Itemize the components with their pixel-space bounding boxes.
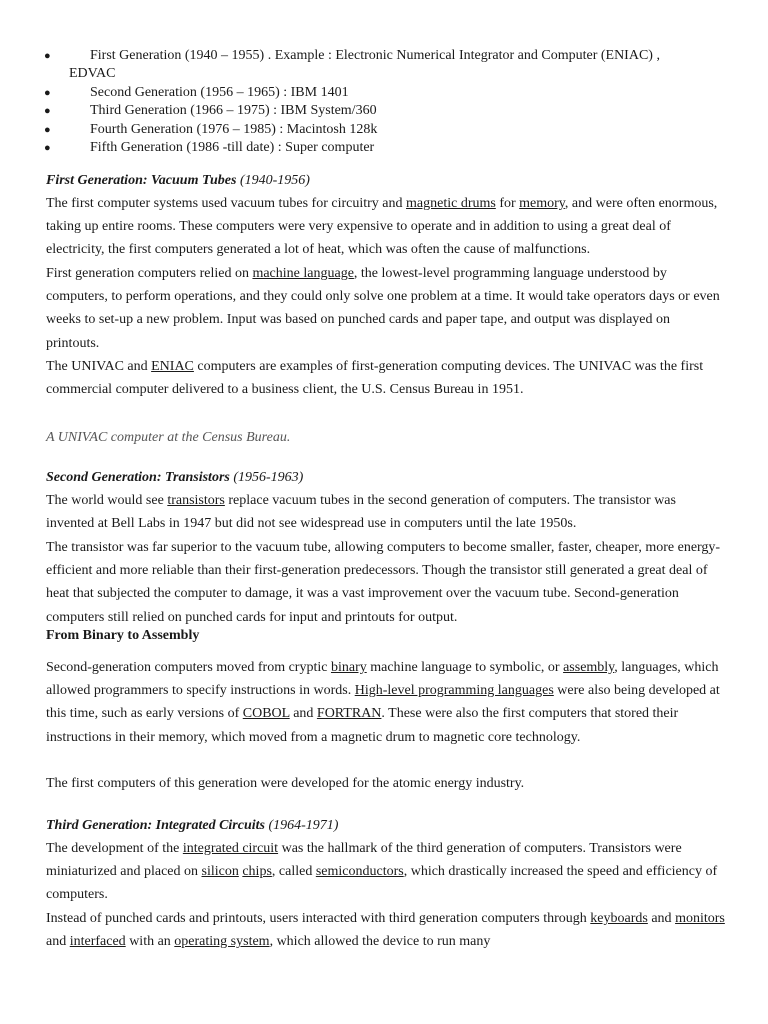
list-item-text: Second Generation (1956 – 1965) : IBM 1401 [90, 84, 349, 100]
link-keyboards[interactable]: keyboards [590, 911, 648, 926]
bullet-icon: ● [44, 123, 51, 136]
text-run: and [289, 706, 317, 722]
link-high-level-programming-languages[interactable]: High-level programming languages [354, 683, 554, 699]
heading-title: First Generation: Vacuum Tubes [46, 173, 237, 188]
text-run: The UNIVAC and [46, 359, 152, 374]
link-machine-language[interactable]: machine language [252, 266, 354, 281]
third-generation-heading [46, 817, 338, 835]
second-generation-heading [46, 469, 303, 487]
list-item [0, 139, 768, 157]
first-generation-paragraph-1 [46, 192, 726, 262]
heading-years: (1964-1971) [268, 818, 339, 833]
heading-years: (1940-1956) [239, 173, 310, 188]
text-run: and [647, 911, 676, 926]
text-run: Instead of punched cards and printouts, users interacted with third generation computers through [46, 911, 591, 926]
link-assembly[interactable]: assembly [563, 660, 615, 675]
link-transistors[interactable]: transistors [167, 493, 225, 508]
text-run: Second-generation computers moved from cryptic [46, 660, 331, 675]
text-run: , which allowed the device to run many [269, 934, 491, 950]
generations-list [0, 47, 768, 157]
list-item [0, 84, 768, 102]
link-fortran[interactable]: FORTRAN [316, 706, 382, 722]
text-run: replace vacuum tubes in the second generation of computers. The transistor was invented at Bell Labs in 1947 but did not see widespread use in computers until the late 1950s. [46, 493, 676, 532]
heading-title: Second Generation: Transistors [46, 470, 230, 485]
bullet-icon: ● [44, 86, 51, 99]
text-run: The first computer systems used vacuum tubes for circuitry and [46, 196, 407, 211]
link-memory[interactable]: memory [519, 196, 565, 211]
text-run: . These were also the first computers that stored their instructions in their memory, which moved from a magnetic drum to magnetic core technology. [46, 706, 679, 745]
bullet-icon: ● [44, 50, 51, 62]
first-generation-paragraph-3 [46, 355, 726, 401]
text-run: , called [271, 864, 316, 880]
third-generation-paragraph-2 [46, 907, 726, 953]
link-cobol[interactable]: COBOL [242, 706, 290, 722]
binary-to-assembly-paragraph-2: The first computers of this generation were developed for the atomic energy industry. [46, 776, 525, 791]
bullet-icon: ● [44, 142, 51, 155]
text-run: were also being developed at this time, such as early versions of [46, 683, 720, 722]
binary-to-assembly-paragraph-1 [46, 656, 726, 749]
list-item [0, 47, 768, 84]
list-item-text: Fourth Generation (1976 – 1985) : Macintosh 128k [90, 121, 378, 137]
text-run: was the hallmark of the third generation of computers. Transistors were miniaturized and placed on [46, 841, 682, 880]
text-run: for [495, 196, 520, 211]
second-generation-paragraph-2: The transistor was far superior to the vacuum tube, allowing computers to become smaller, faster, cheaper, more energy-efficient and more reliable than their first-generation predecessors. Though the transistor still generated a great deal of heat that subjected the computer to damage, it was a vast improvement over the vacuum tube. Second-generation computers still relied on punched cards for input and printouts for output. [46, 540, 721, 625]
link-monitors[interactable]: monitors [675, 911, 725, 926]
list-item-text-continued: EDVAC [69, 66, 116, 82]
link-semiconductors[interactable]: semiconductors [315, 864, 404, 880]
text-run: and [46, 934, 70, 950]
link-interfaced[interactable]: interfaced [69, 934, 126, 950]
text-run: , which drastically increased the speed and efficiency of computers. [46, 864, 718, 903]
list-item-text: First Generation (1940 – 1955) . Example : Electronic Numerical Integrator and Computer (ENIAC) , [90, 48, 660, 63]
link-magnetic-drums[interactable]: magnetic drums [406, 196, 496, 211]
first-generation-paragraph-2 [46, 262, 726, 355]
text-run: The development of the [46, 841, 183, 856]
link-integrated-circuit[interactable]: integrated circuit [182, 841, 279, 856]
link-silicon[interactable]: silicon [201, 864, 239, 880]
binary-to-assembly-heading: From Binary to Assembly [46, 628, 200, 643]
text-run: , languages, which allowed programmers to specify instructions in words. [46, 660, 719, 699]
list-item-text: Third Generation (1966 – 1975) : IBM System/360 [90, 103, 377, 119]
text-run: with an [125, 934, 175, 950]
text-run: The world would see [46, 493, 168, 508]
link-operating-system[interactable]: operating system [174, 934, 270, 950]
list-item [0, 121, 768, 139]
list-item-text: Fifth Generation (1986 -till date) : Super computer [90, 140, 375, 156]
second-generation-paragraph-1 [46, 489, 726, 535]
link-eniac[interactable]: ENIAC [151, 359, 194, 374]
first-generation-heading [46, 172, 310, 190]
link-chips[interactable]: chips [242, 864, 272, 880]
third-generation-paragraph-1 [46, 837, 726, 907]
heading-title: Third Generation: Integrated Circuits [46, 818, 265, 833]
link-binary[interactable]: binary [330, 660, 367, 675]
bullet-icon: ● [44, 105, 51, 118]
text-run: machine language to symbolic, or [366, 660, 564, 675]
univac-image-caption: A UNIVAC computer at the Census Bureau. [46, 430, 291, 445]
text-run: , and were often enormous, taking up entire rooms. These computers were very expensive to operate and in addition to using a great deal of electricity, the first computers generated a lot of heat, which was often the cause of malfunctions. [46, 196, 718, 258]
text-run: First generation computers relied on [46, 266, 253, 281]
text-run: computers are examples of first-generation computing devices. The UNIVAC was the first commercial computer delivered to a business client, the U.S. Census Bureau in 1951. [46, 359, 704, 398]
heading-years: (1956-1963) [233, 470, 304, 485]
list-item [0, 102, 768, 120]
text-run: , the lowest-level programming language understood by computers, to perform operations, and they could only solve one problem at a time. It would take operators days or even weeks to set-up a new problem. Input was based on punched cards and paper tape, and output was displayed on printouts. [46, 266, 720, 351]
